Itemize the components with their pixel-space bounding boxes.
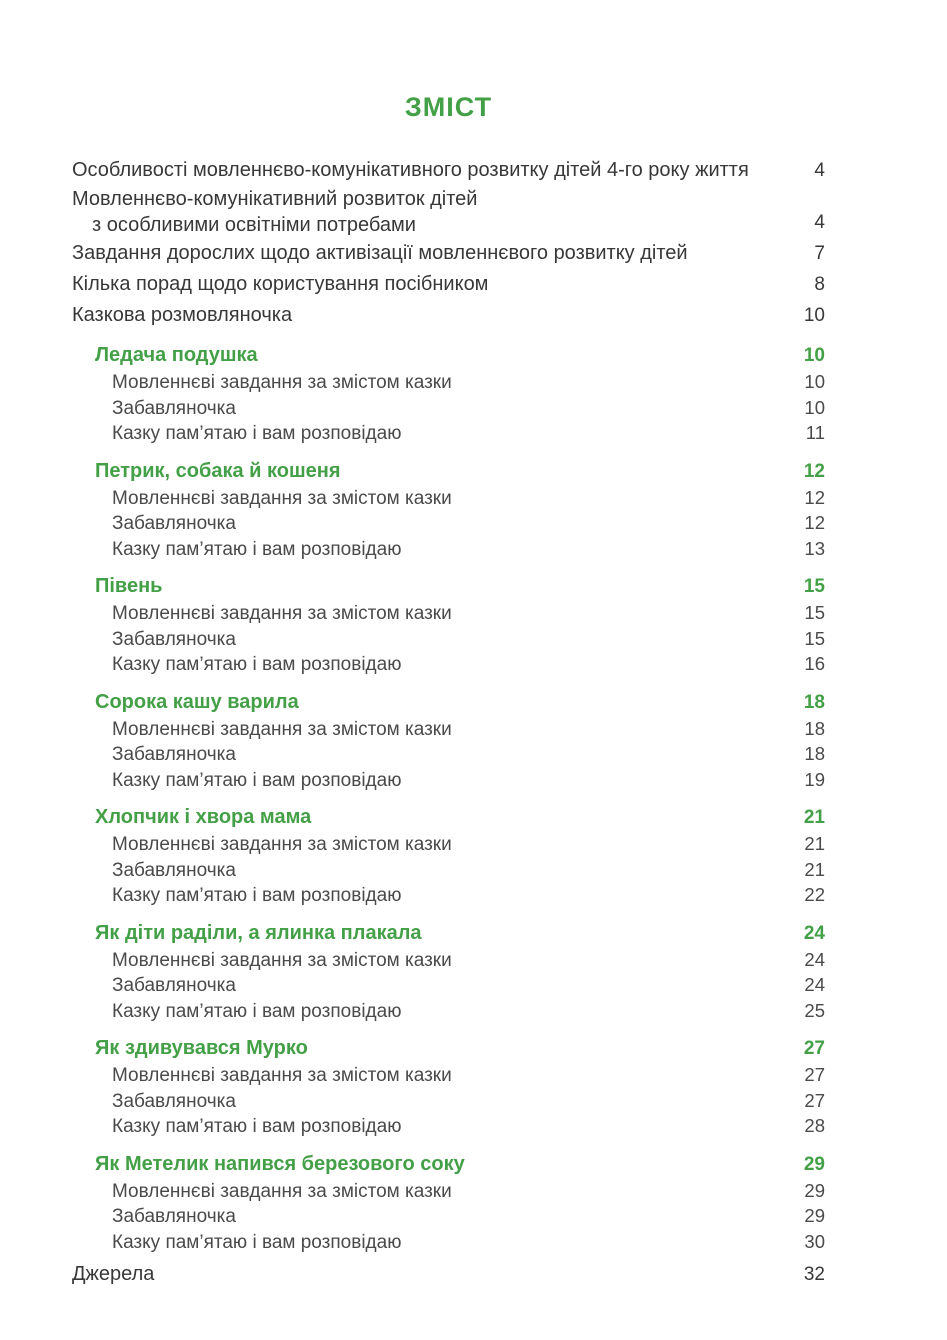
toc-subentry — [112, 511, 825, 537]
toc-subentry-page: 11 — [805, 422, 825, 443]
toc-section-heading — [95, 341, 825, 370]
toc-entry-page: 8 — [814, 274, 825, 295]
toc-subentry — [112, 999, 825, 1025]
toc-section-title: Сорока кашу варила — [95, 690, 299, 713]
toc-subentry-page: 12 — [804, 512, 825, 533]
toc-subentry-label: Казку пам’ятаю і вам розповідаю — [112, 885, 402, 906]
toc-section-page: 27 — [803, 1038, 825, 1059]
toc-subentry-label: Мовленнєві завдання за змістом казки — [112, 1065, 452, 1086]
toc-front-matter — [72, 155, 825, 331]
toc-entry-page: 4 — [814, 160, 825, 181]
toc-subentry-page: 10 — [804, 371, 825, 392]
toc-subentry-page: 15 — [804, 627, 825, 649]
toc-section-page: 24 — [803, 922, 825, 944]
toc-entry-label: Джерела — [72, 1263, 155, 1285]
toc-subentry-page: 27 — [804, 1064, 825, 1085]
toc-subentry-label: Казку пам’ятаю і вам розповідаю — [112, 769, 402, 791]
toc-section-heading — [95, 1034, 825, 1063]
toc-entry-label: Завдання дорослих щодо активізації мовленнєвого розвитку дітей — [72, 242, 688, 264]
toc-entry-label-line1: Мовленнєво-комунікативний розвиток дітей — [72, 188, 478, 210]
toc-subentry-page: 29 — [804, 1205, 825, 1226]
toc-subentry — [112, 883, 825, 909]
toc-subentry — [112, 1089, 825, 1115]
toc-subentry-label: Мовленнєві завдання за змістом казки — [112, 372, 452, 393]
toc-subentry-label: Мовленнєві завдання за змістом казки — [112, 834, 452, 855]
toc-subentry — [112, 858, 825, 884]
toc-subentry-page: 30 — [804, 1230, 825, 1252]
toc-section-heading — [95, 457, 825, 486]
toc-section-page: 15 — [803, 576, 825, 597]
toc-section-title: Як Метелик напився березового соку — [95, 1152, 465, 1175]
toc-subentry-page: 19 — [804, 768, 825, 790]
toc-subentry-label: Забавляночка — [112, 397, 236, 419]
toc-subentry — [112, 1204, 825, 1230]
toc-entry — [72, 269, 825, 300]
toc-subentry-page: 12 — [804, 486, 825, 508]
toc-subentry-page: 15 — [804, 602, 825, 623]
toc-subentry — [112, 370, 825, 396]
toc-subentry — [112, 396, 825, 422]
toc-subentry-label: Забавляночка — [112, 1090, 236, 1112]
toc-subentry-page: 24 — [804, 974, 825, 995]
toc-subentry — [112, 421, 825, 447]
toc-subentry — [112, 717, 825, 743]
toc-entry-label: Кілька порад щодо користування посібником — [72, 273, 489, 295]
toc-subentry-page: 29 — [804, 1179, 825, 1201]
toc-subentry-page: 21 — [804, 858, 825, 880]
toc-section-page: 18 — [803, 691, 825, 713]
toc-section-heading — [95, 803, 825, 832]
toc-subentry-label: Мовленнєві завдання за змістом казки — [112, 1180, 452, 1202]
page-title: ЗМІСТ — [404, 92, 493, 122]
toc-subentry — [112, 742, 825, 768]
toc-subentry-label: Забавляночка — [112, 1206, 236, 1227]
toc-subentry-page: 24 — [804, 948, 825, 970]
toc-section-title: Петрик, собака й кошеня — [95, 459, 341, 482]
toc-subentry-label: Забавляночка — [112, 744, 236, 765]
toc-section — [95, 572, 825, 678]
toc-entry-page: 7 — [814, 243, 825, 264]
toc-entry — [72, 155, 825, 186]
toc-subentry — [112, 537, 825, 563]
toc-entry-page: 4 — [814, 212, 825, 233]
toc-entry-page: 32 — [803, 1264, 825, 1285]
toc-subentry-label: Мовленнєві завдання за змістом казки — [112, 603, 452, 624]
toc-subentry-label: Казку пам’ятаю і вам розповідаю — [112, 423, 402, 444]
toc-section-title: Як здивувався Мурко — [95, 1037, 308, 1059]
toc-entry-label: Особливості мовленнєво-комунікативного розвитку дітей 4-го року життя — [72, 159, 749, 181]
toc-subentry-page: 13 — [804, 537, 825, 559]
toc-entry-label — [72, 186, 477, 238]
toc-section-title: Ледача подушка — [95, 344, 258, 366]
toc-subentry-page: 28 — [804, 1115, 825, 1136]
toc-section-page: 29 — [803, 1153, 825, 1175]
toc-subentry — [112, 832, 825, 858]
toc-subentry — [112, 627, 825, 653]
toc-subentry-page: 22 — [804, 884, 825, 905]
toc-subentry — [112, 1230, 825, 1256]
toc-section — [95, 919, 825, 1025]
toc-subentry — [112, 1063, 825, 1089]
toc-subentry-page: 16 — [804, 653, 825, 674]
toc-section — [95, 341, 825, 447]
toc-entry-label-line2: з особливими освітніми потребами — [92, 214, 416, 236]
toc-subentry — [112, 652, 825, 678]
toc-subentry-label: Мовленнєві завдання за змістом казки — [112, 487, 452, 509]
toc-subentry-label: Казку пам’ятаю і вам розповідаю — [112, 1231, 402, 1253]
toc-section — [95, 803, 825, 909]
toc-subentry-label: Забавляночка — [112, 975, 236, 996]
toc-section-title: Півень — [95, 575, 163, 597]
toc-entry-label: Казкова розмовляночка — [72, 304, 293, 326]
toc-entry-sources — [72, 1259, 825, 1290]
toc-subentry — [112, 948, 825, 974]
toc-subentry-page: 25 — [804, 999, 825, 1021]
toc-subentry-label: Забавляночка — [112, 859, 236, 881]
toc-section — [95, 1150, 825, 1256]
toc-subentry-label: Казку пам’ятаю і вам розповідаю — [112, 1000, 402, 1022]
toc-subentry-label: Забавляночка — [112, 628, 236, 650]
toc-subentry-page: 10 — [804, 396, 825, 418]
toc-section-page: 10 — [803, 345, 825, 366]
toc-subentry-label: Казку пам’ятаю і вам розповідаю — [112, 1116, 402, 1137]
toc-entry-page: 10 — [803, 305, 825, 326]
toc-subentry — [112, 601, 825, 627]
toc-subentry-label: Казку пам’ятаю і вам розповідаю — [112, 654, 402, 675]
toc-subentry — [112, 486, 825, 512]
toc-section-heading — [95, 688, 825, 717]
toc-section — [95, 688, 825, 794]
toc-section-page: 21 — [803, 807, 825, 828]
toc-subentry-page: 18 — [804, 743, 825, 764]
toc-subentry-page: 27 — [804, 1089, 825, 1111]
toc-section-page: 12 — [803, 460, 825, 482]
toc-section-heading — [95, 572, 825, 601]
toc-entry — [72, 186, 825, 238]
toc-subentry-label: Мовленнєві завдання за змістом казки — [112, 949, 452, 971]
toc-section-title: Хлопчик і хвора мама — [95, 806, 312, 828]
toc-subentry-label: Казку пам’ятаю і вам розповідаю — [112, 538, 402, 560]
toc-section-title: Як діти раділи, а ялинка плакала — [95, 921, 422, 944]
toc-subentry — [112, 768, 825, 794]
toc-section-heading — [95, 919, 825, 948]
toc-subentry-label: Забавляночка — [112, 513, 236, 534]
toc-subentry — [112, 1114, 825, 1140]
toc-section — [95, 457, 825, 563]
toc-subentry — [112, 1179, 825, 1205]
toc-entry — [72, 238, 825, 269]
toc-section-heading — [95, 1150, 825, 1179]
toc-section — [95, 1034, 825, 1140]
toc-subentry-page: 21 — [804, 833, 825, 854]
toc-subentry — [112, 973, 825, 999]
toc-subentry-label: Мовленнєві завдання за змістом казки — [112, 718, 452, 740]
toc-subentry-page: 18 — [804, 717, 825, 739]
toc-entry — [72, 300, 825, 331]
